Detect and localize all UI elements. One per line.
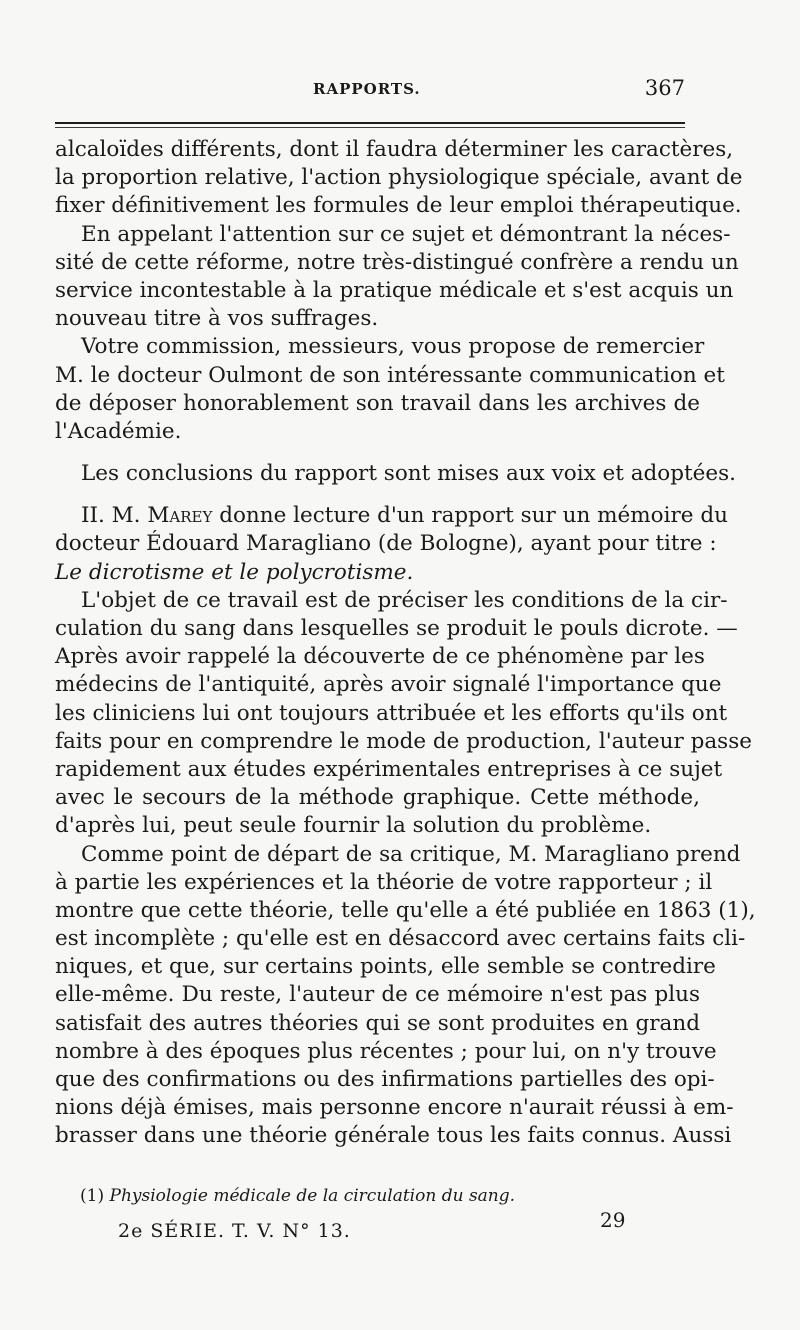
text-line: les cliniciens lui ont toujours attribuée et les efforts qu'ils ont: [55, 700, 728, 726]
text-line: docteur Édouard Maragliano (de Bologne), ayant pour titre :: [55, 531, 717, 557]
header-rule: [55, 122, 685, 124]
section-ii-heading-line: [55, 502, 728, 530]
footnote: [80, 1184, 640, 1208]
text-line: brasser dans une théorie générale tous les faits connus. Aussi: [55, 1123, 732, 1149]
text-line: rapidement aux études expérimentales entreprises à ce sujet: [55, 756, 723, 782]
text-line: Les conclusions du rapport sont mises aux voix et adoptées.: [81, 461, 736, 487]
section-heading-rest: donne lecture d'un rapport sur un mémoire du: [219, 503, 728, 529]
footnote-marker: (1): [80, 1186, 105, 1206]
text-line: satisfait des autres théories qui se sont produites en grand: [55, 1010, 700, 1036]
text-line: L'objet de ce travail est de préciser les conditions de la cir-: [81, 587, 728, 613]
page-header: [55, 78, 685, 108]
text-line: elle-même. Du reste, l'auteur de ce mémoire n'est pas plus: [55, 982, 700, 1008]
text-line: En appelant l'attention sur ce sujet et démontrant la néces-: [81, 221, 731, 247]
memoir-title: Le dicrotisme et le polycrotisme.: [55, 559, 414, 585]
text-line: que des confirmations ou des infirmations partielles des opi-: [55, 1067, 715, 1092]
text-line: M. le docteur Oulmont de son intéressante communication et: [55, 362, 725, 388]
section-numeral: II. M.: [81, 503, 141, 529]
text-line: est incomplète ; qu'elle est en désaccord avec certains faits cli-: [55, 926, 746, 952]
text-line: fixer définitivement les formules de leur emploi thérapeutique.: [55, 193, 742, 219]
text-line: montre que cette théorie, telle qu'elle a été publiée en 1863 (1),: [55, 897, 756, 923]
text-line: médecins de l'antiquité, après avoir signalé l'importance que: [55, 672, 722, 698]
text-line: niques, et que, sur certains points, elle semble se contredire: [55, 954, 716, 980]
text-line: service incontestable à la pratique médicale et s'est acquis un: [55, 277, 734, 303]
text-line: nombre à des époques plus récentes ; pour lui, on n'y trouve: [55, 1038, 717, 1064]
signature-sheet-number: 29: [600, 1208, 626, 1232]
text-line: Comme point de départ de sa critique, M. Maragliano prend: [81, 841, 741, 867]
page-number: 367: [644, 76, 685, 100]
body-text: [55, 136, 756, 1151]
footnote-area: [80, 1184, 640, 1208]
text-line: la proportion relative, l'action physiologique spéciale, avant de: [55, 165, 743, 191]
footnote-text: Physiologie médicale de la circulation du sang.: [109, 1186, 516, 1206]
signature-mark: 2e SÉRIE. T. V. N° 13.: [118, 1220, 351, 1242]
paragraph-gap: [55, 488, 700, 502]
paragraph-gap: [55, 446, 700, 460]
text-line: avec le secours de la méthode graphique. Cette méthode,: [55, 785, 700, 811]
text-line: l'Académie.: [55, 418, 182, 444]
text-line: d'après lui, peut seule fournir la solution du problème.: [55, 813, 652, 839]
running-head: RAPPORTS.: [313, 80, 421, 98]
text-line: Après avoir rappelé la découverte de ce phénomène par les: [55, 644, 705, 670]
text-line: nouveau titre à vos suffrages.: [55, 306, 379, 332]
text-line: sité de cette réforme, notre très-distingué confrère a rendu un: [55, 249, 739, 275]
text-line: nions déjà émises, mais personne encore n'aurait réussi à em-: [55, 1095, 734, 1121]
header-rule-thin: [55, 127, 685, 128]
text-line: Votre commission, messieurs, vous propose de remercier: [81, 334, 705, 360]
text-line: culation du sang dans lesquelles se produit le pouls dicrote. —: [55, 616, 738, 641]
text-line: de déposer honorablement son travail dans les archives de: [55, 390, 700, 416]
text-line: faits pour en comprendre le mode de production, l'auteur passe: [55, 728, 752, 754]
section-author: Marey: [147, 503, 213, 529]
text-line: à partie les expériences et la théorie de votre rapporteur ; il: [55, 869, 713, 895]
text-line: alcaloïdes différents, dont il faudra déterminer les caractères,: [55, 137, 734, 162]
